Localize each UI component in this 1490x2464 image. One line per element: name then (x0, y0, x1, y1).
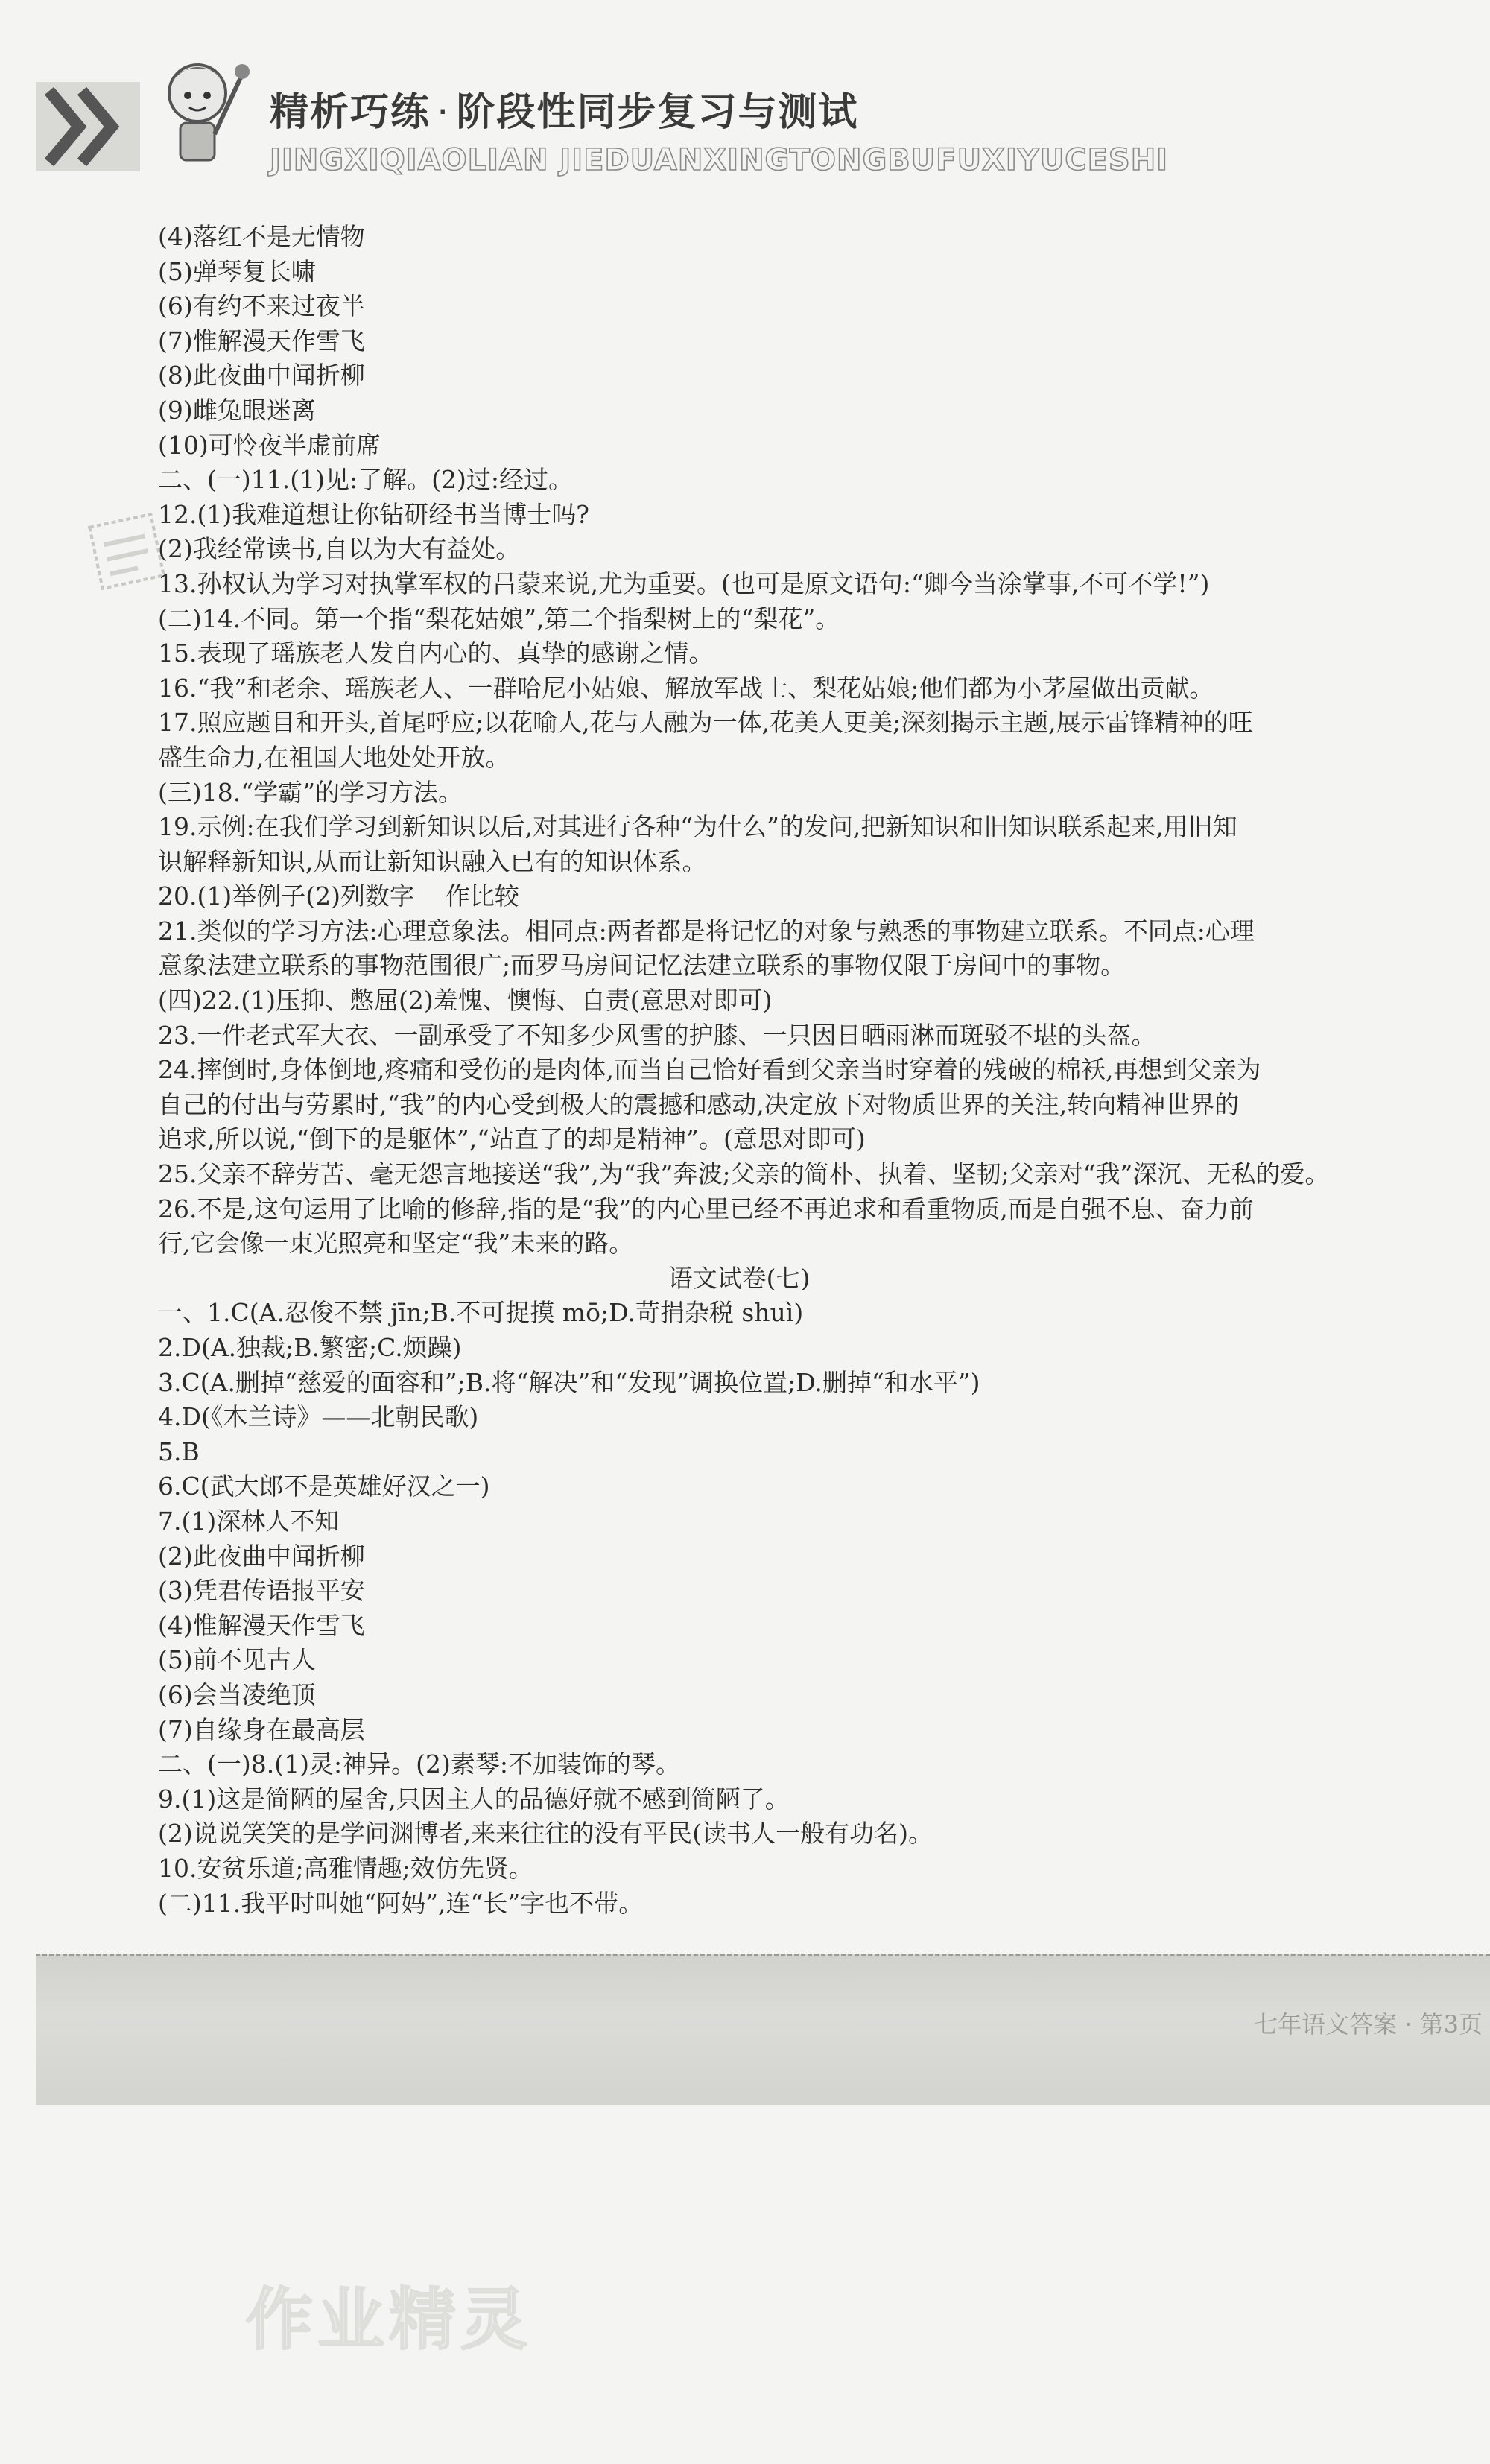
page-label: 七年语文答案 · 第3页 (1254, 2010, 1483, 2039)
section-heading: 语文试卷(七) (668, 1263, 811, 1293)
watermark: 作业精灵 (246, 2281, 532, 2359)
chevron-arrows-icon (36, 82, 140, 171)
answer-line: (二)11.我平时叫她“阿妈”,连“长”字也不带。 (158, 1888, 644, 1918)
answer-line: 21.类似的学习方法:心理意象法。相同点:两者都是将记忆的对象与熟悉的事物建立联系。不同点:心理 (158, 916, 1255, 946)
answer-line: 追求,所以说,“倒下的是躯体”,“站直了的却是精神”。(意思对即可) (158, 1124, 866, 1154)
mascot-girl-icon (142, 52, 253, 171)
answer-line: 6.C(武大郎不是英雄好汉之一) (158, 1472, 490, 1501)
answer-content (158, 220, 1380, 1921)
page-header (0, 0, 1490, 186)
answer-line: 12.(1)我难道想让你钻研经书当博士吗? (158, 499, 589, 529)
answer-line: (7)惟解漫天作雪飞 (158, 326, 365, 355)
answer-line: (四)22.(1)压抑、憋屈(2)羞愧、懊悔、自责(意思对即可) (158, 986, 773, 1016)
answer-line: 9.(1)这是简陋的屋舍,只因主人的品德好就不感到简陋了。 (158, 1784, 790, 1814)
answer-line: (6)有约不来过夜半 (158, 291, 365, 321)
answer-line: (4)惟解漫天作雪飞 (158, 1610, 365, 1640)
answer-line: (5)前不见古人 (158, 1645, 316, 1675)
answer-line: (3)凭君传语报平安 (158, 1576, 365, 1606)
answer-line: (8)此夜曲中闻折柳 (158, 361, 365, 390)
answer-line: 二、(一)11.(1)见:了解。(2)过:经过。 (158, 465, 573, 495)
title-separator: · (437, 90, 451, 135)
answer-line: 2.D(A.独裁;B.繁密;C.烦躁) (158, 1333, 462, 1362)
answer-line: (10)可怜夜半虚前席 (158, 430, 381, 460)
answer-line: 意象法建立联系的事物范围很广;而罗马房间记忆法建立联系的事物仅限于房间中的事物。 (158, 951, 1126, 981)
answer-line: (9)雌兔眼迷离 (158, 395, 316, 425)
answer-line: (6)会当凌绝顶 (158, 1679, 316, 1709)
answer-line: (2)说说笑笑的是学问渊博者,来来往往的没有平民(读书人一般有功名)。 (158, 1819, 933, 1849)
answer-line: (5)弹琴复长啸 (158, 256, 316, 286)
series-title-main: 精析巧练 (270, 90, 431, 135)
series-title-sub: 阶段性同步复习与测试 (456, 90, 859, 135)
answer-line: 3.C(A.删掉“慈爱的面容和”;B.将“解决”和“发现”调换位置;D.删掉“和水平”) (158, 1367, 980, 1397)
answer-line: (三)18.“学霸”的学习方法。 (158, 777, 463, 807)
answer-line: 26.不是,这句运用了比喻的修辞,指的是“我”的内心里已经不再追求和看重物质,而是自强不息、奋力前 (158, 1194, 1254, 1223)
answer-line: 15.表现了瑶族老人发自内心的、真挚的感谢之情。 (158, 639, 714, 668)
answer-line: 4.D(《木兰诗》——北朝民歌) (158, 1402, 479, 1432)
answer-line: 二、(一)8.(1)灵:神异。(2)素琴:不加装饰的琴。 (158, 1749, 680, 1779)
answer-line: 23.一件老式军大衣、一副承受了不知多少风雪的护膝、一只因日晒雨淋而斑驳不堪的头盔。 (158, 1020, 1156, 1050)
answer-line: 16.“我”和老余、瑶族老人、一群哈尼小姑娘、解放军战士、梨花姑娘;他们都为小茅屋做出贡献。 (158, 673, 1214, 703)
answer-line: 25.父亲不辞劳苦、毫无怨言地接送“我”,为“我”奔波;父亲的简朴、执着、坚韧;父亲对“我”深沉、无私的爱。 (158, 1159, 1330, 1189)
answer-line: (2)我经常读书,自以为大有益处。 (158, 534, 521, 564)
answer-line: 20.(1)举例子(2)列数字 作比较 (158, 881, 519, 911)
answer-line: (2)此夜曲中闻折柳 (158, 1541, 365, 1571)
series-title (270, 80, 859, 136)
answer-line: 5.B (158, 1437, 200, 1466)
answer-line: 13.孙权认为学习对执掌军权的吕蒙来说,尤为重要。(也可是原文语句:“卿今当涂掌事,不可不学!”) (158, 569, 1210, 598)
answer-line: 识解释新知识,从而让新知识融入已有的知识体系。 (158, 846, 707, 876)
answer-line: 17.照应题目和开头,首尾呼应;以花喻人,花与人融为一体,花美人更美;深刻揭示主题,展示雷锋精神的旺 (158, 708, 1253, 738)
answer-line: 10.安贫乐道;高雅情趣;效仿先贤。 (158, 1853, 533, 1883)
series-pinyin: JINGXIQIAOLIAN JIEDUANXINGTONGBUFUXIYUCESHI (270, 143, 1169, 177)
answer-line: (4)落红不是无情物 (158, 222, 365, 251)
answer-line: 行,它会像一束光照亮和坚定“我”未来的路。 (158, 1229, 634, 1258)
answer-line: 自己的付出与劳累时,“我”的内心受到极大的震撼和感动,决定放下对物质世界的关注,转向精神世界的 (158, 1089, 1240, 1119)
answer-line: 19.示例:在我们学习到新知识以后,对其进行各种“为什么”的发问,把新知识和旧知识联系起来,用旧知 (158, 812, 1237, 842)
answer-line: (7)自缘身在最高层 (158, 1714, 365, 1744)
answer-line: (二)14.不同。第一个指“梨花姑娘”,第二个指梨树上的“梨花”。 (158, 604, 840, 633)
answer-line: 7.(1)深林人不知 (158, 1506, 340, 1536)
answer-line: 一、1.C(A.忍俊不禁 jīn;B.不可捉摸 mō;D.苛捐杂税 shuì) (158, 1298, 804, 1328)
answer-line: 盛生命力,在祖国大地处处开放。 (158, 742, 510, 772)
answer-line: 24.摔倒时,身体倒地,疼痛和受伤的是肉体,而当自己恰好看到父亲当时穿着的残破的棉袄,再想到父亲为 (158, 1055, 1261, 1085)
